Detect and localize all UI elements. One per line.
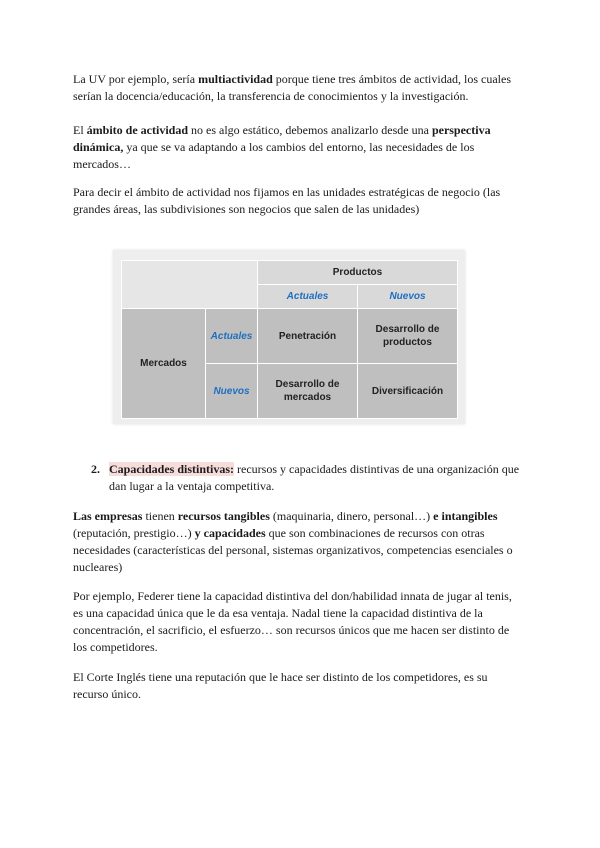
bold-term: Las empresas xyxy=(73,509,143,523)
matrix-header-productos: Productos xyxy=(258,261,458,285)
matrix-cell-diversificacion: Diversificación xyxy=(358,364,458,419)
bold-term: e intangibles xyxy=(433,509,498,523)
matrix-col-actuales: Actuales xyxy=(258,285,358,309)
text: recursos y capacidades distintivas de una organización que dan lugar a la ventaja competitiva. xyxy=(109,462,520,493)
ansoff-matrix xyxy=(121,260,458,419)
text: que son combinaciones de recursos con otras necesidades (características del personal, sistemas organizativos, competencias esenciales o nucleares) xyxy=(73,526,513,574)
matrix-corner xyxy=(122,261,258,309)
text: no es algo estático, debemos analizarlo desde una xyxy=(188,123,432,137)
paragraph-unidades: Para decir el ámbito de actividad nos fijamos en las unidades estratégicas de negocio (las grandes áreas, las subdivisiones son negocios que salen de las unidades) xyxy=(73,185,501,216)
matrix-cell-desarrollo-productos: Desarrollo de productos xyxy=(358,309,458,364)
matrix-cell-desarrollo-mercados: Desarrollo de mercados xyxy=(258,364,358,419)
text: porque tiene tres ámbitos de actividad, los cuales serían la docencia/educación, la transferencia de conocimientos y la investigación. xyxy=(73,72,512,103)
text: tienen xyxy=(142,509,178,523)
bold-term: y capacidades xyxy=(194,526,266,540)
text: La UV por ejemplo, sería xyxy=(73,72,199,86)
bold-term: recursos tangibles xyxy=(177,509,270,523)
bold-term: perspectiva dinámica, xyxy=(73,123,491,154)
text: (reputación, prestigio…) xyxy=(73,526,195,540)
paragraph-empresas xyxy=(73,508,523,576)
bold-term: multiactividad xyxy=(198,72,273,86)
text: ya que se va adaptando a los cambios del entorno, las necesidades de los mercados… xyxy=(73,140,475,171)
text: (maquinaria, dinero, personal…) xyxy=(269,509,434,523)
paragraph-federer: Por ejemplo, Federer tiene la capacidad distintiva del don/habilidad innata de jugar al tenis, es una capacidad única que le da esa ventaja. Nadal tiene la capacidad distintiva de la concentración, el sacrificio, el esfuerzo… son recursos únicos que me hacen ser distinto de los competidores. xyxy=(73,589,512,654)
paragraph-corte-ingles: El Corte Inglés tiene una reputación que le hace ser distinto de los competidores, es su recurso único. xyxy=(73,670,488,701)
list-title: Capacidades distintivas: xyxy=(109,462,235,476)
list-number: 2. xyxy=(91,462,100,476)
list-text xyxy=(109,461,534,495)
matrix-row-actuales: Actuales xyxy=(206,309,258,364)
paragraph-uv xyxy=(73,71,523,105)
paragraph-ambito xyxy=(73,122,523,173)
matrix-cell-penetracion: Penetración xyxy=(258,309,358,364)
matrix-header-mercados: Mercados xyxy=(122,309,206,419)
matrix-col-nuevos: Nuevos xyxy=(358,285,458,309)
text: El xyxy=(73,123,87,137)
ansoff-matrix-figure xyxy=(113,250,465,424)
bold-term: ámbito de actividad xyxy=(86,123,189,137)
matrix-row-nuevos: Nuevos xyxy=(206,364,258,419)
